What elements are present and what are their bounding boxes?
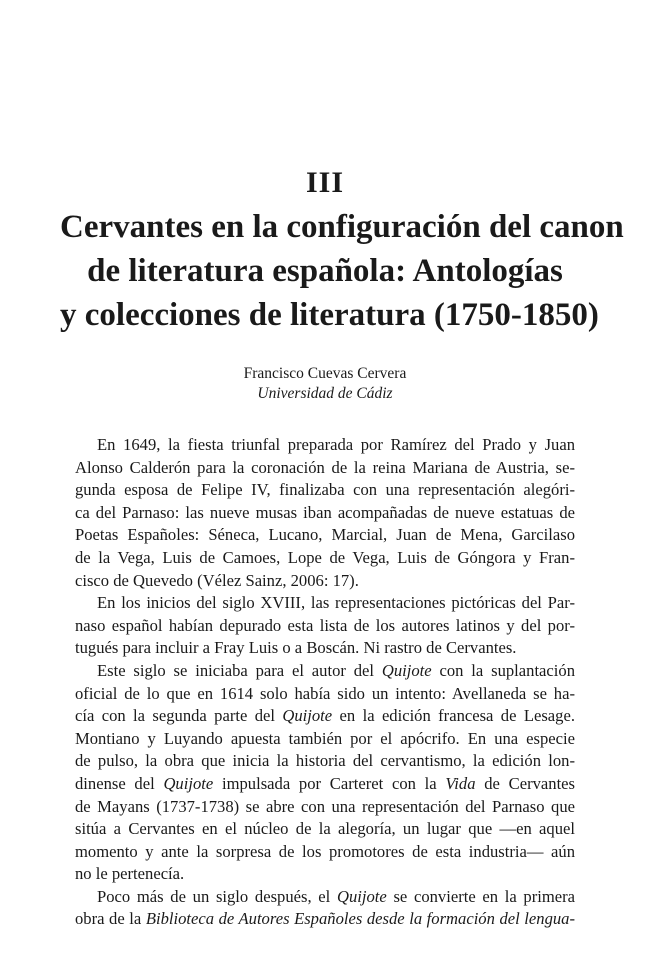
text-line (75, 908, 575, 931)
chapter-number: III (305, 166, 345, 199)
chapter-title-line: y colecciones de literatura (1750-1850) (60, 297, 599, 333)
text-line (75, 841, 575, 864)
text-line (75, 728, 575, 751)
text-line (75, 457, 575, 480)
text-line (75, 818, 575, 841)
text-line (75, 660, 575, 683)
text-run: de la Vega, Luis de Camoes, Lope de Vega, Luis de Góngora y Fran- (75, 547, 575, 567)
text-run: Poetas Españoles: Séneca, Lucano, Marcial, Juan de Mena, Garcilaso (75, 525, 575, 545)
text-run: se convierte en la primera (386, 886, 576, 906)
text-line (75, 434, 575, 457)
text-line (75, 750, 575, 773)
italic-text: Quijote (381, 660, 432, 680)
text-line (75, 615, 575, 638)
text-run: Montiano y Luyando apuesta también por el apócrifo. En una especie (75, 728, 575, 748)
text-run: obra de la (75, 909, 146, 929)
text-run: oficial de lo que en 1614 solo había sido un intento: Avellaneda se ha- (75, 683, 575, 703)
text-run: en la edición francesa de Lesage. (332, 706, 575, 726)
author-affiliation: Universidad de Cádiz (257, 385, 393, 402)
text-line (75, 547, 575, 570)
text-run: de Cervantes (475, 773, 575, 793)
text-run: no le pertenecía. (75, 864, 185, 884)
text-run: En 1649, la fiesta triunfal preparada por Ramírez del Prado y Juan (97, 435, 575, 454)
text-line (75, 796, 575, 819)
text-run: Alonso Calderón para la coronación de la reina Mariana de Austria, se- (75, 457, 575, 477)
text-line (75, 773, 575, 796)
text-run: de Mayans (1737-1738) se abre con una representación del Parnaso que (75, 796, 575, 816)
text-line (75, 570, 575, 593)
text-run: sitúa a Cervantes en el núcleo de la alegoría, un lugar que —en aquel (75, 819, 575, 839)
text-run: cisco de Quevedo (Vélez Sainz, 2006: 17). (75, 570, 359, 590)
text-run: gunda esposa de Felipe IV, finalizaba con una representación alegóri- (75, 480, 575, 500)
text-line (75, 886, 575, 909)
text-run: En los inicios del siglo XVIII, las representaciones pictóricas del Par- (97, 593, 575, 613)
text-run: tugués para incluir a Fray Luis o a Boscán. Ni rastro de Cervantes. (75, 638, 517, 658)
text-run: momento y ante la sorpresa de los promotores de esta industria— aún (75, 841, 575, 861)
text-run: Poco más de un siglo después, el (97, 886, 337, 906)
chapter-title-line: de literatura española: Antologías (87, 253, 563, 289)
text-run: de pulso, la obra que inicia la historia del cervantismo, la edición lon- (75, 751, 575, 771)
text-run: naso español habían depurado esta lista de los autores latinos y del por- (75, 615, 575, 635)
text-run: con la suplantación (431, 660, 575, 680)
text-run: ca del Parnaso: las nueve musas iban acompañadas de nueve estatuas de (75, 502, 575, 522)
text-line (75, 705, 575, 728)
author-name: Francisco Cuevas Cervera (243, 365, 407, 382)
chapter-title (60, 205, 624, 337)
italic-text: Quijote (336, 886, 387, 906)
text-run: dinense del (75, 773, 164, 793)
body-text (75, 434, 575, 931)
text-line (75, 683, 575, 706)
text-run: Este siglo se iniciaba para el autor del (97, 660, 382, 680)
text-line (75, 502, 575, 525)
text-line (75, 863, 575, 886)
italic-text: Quijote (282, 706, 333, 726)
chapter-title-line: Cervantes en la configuración del canon (60, 209, 624, 245)
text-line (75, 524, 575, 547)
italic-text: Quijote (163, 773, 214, 793)
text-run: cía con la segunda parte del (75, 706, 283, 726)
text-line (75, 592, 575, 615)
text-run: impulsada por Carteret con la (213, 773, 446, 793)
text-line (75, 637, 575, 660)
text-line (75, 479, 575, 502)
italic-text: Vida (445, 773, 476, 793)
italic-text: Biblioteca de Autores Españoles desde la formación del lengua- (145, 909, 575, 929)
